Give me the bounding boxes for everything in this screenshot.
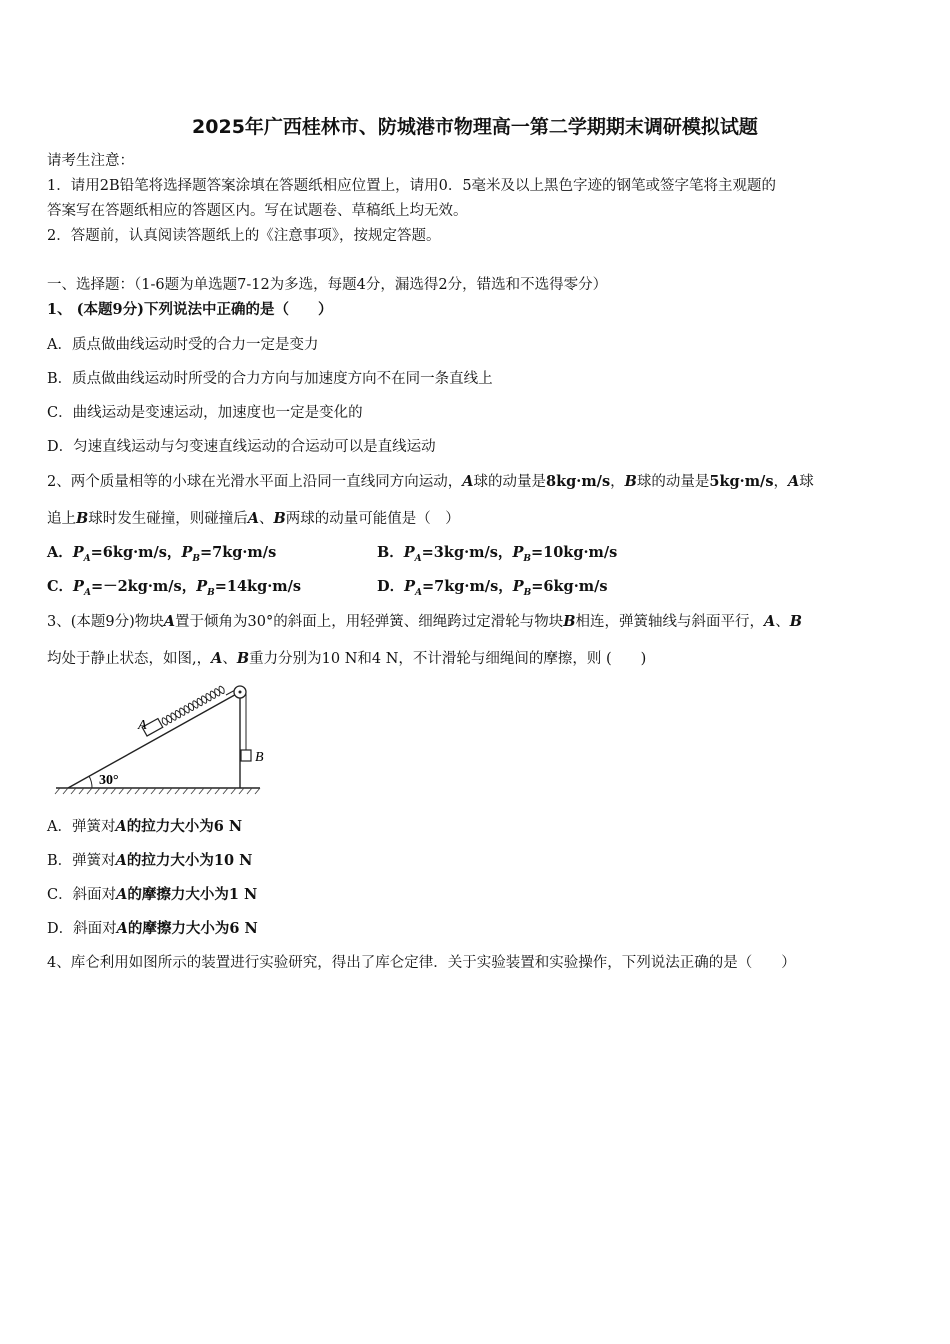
q3-stem-line2: 均处于静止状态，如图,，A、B重力分别为10 N和4 N，不计滑轮与细绳间的摩擦，则 ( ) (47, 650, 647, 667)
angle-label: 30° (99, 773, 119, 788)
block-b-label: B (255, 750, 264, 765)
q2-option-d: D．$P_A=7kg\cdot m/s$，$P_B=6kg\cdot m/s$ (377, 578, 608, 598)
q3-option-c: C．斜面对A的摩擦力大小为1 N (47, 886, 258, 903)
notice-line-2: 答案写在答题纸相应的答题区内。写在试题卷、草稿纸上均无效。 (47, 203, 468, 219)
pulley-axle (239, 691, 242, 694)
incline-surface (68, 692, 240, 788)
q1-option-c: C．曲线运动是变速运动，加速度也一定是变化的 (47, 405, 363, 421)
q2-option-b: B．$P_A=3kg\cdot m/s$，$P_B=10kg\cdot m/s$ (377, 544, 618, 564)
angle-arc (89, 776, 92, 788)
notice-line-1: 1．请用2B铅笔将选择题答案涂填在答题纸相应位置上，请用0．5毫米及以上黑色字迹的钢笔或签字笔将主观题的 (47, 178, 777, 194)
incline-pulley-diagram (52, 682, 282, 800)
q3-option-d: D．斜面对A的摩擦力大小为6 N (47, 920, 258, 937)
block-a-label: A (138, 718, 147, 733)
q3-option-b: B．弹簧对A的拉力大小为10 N (47, 852, 253, 869)
q2-option-c: C．$P_A=-2kg\cdot m/s$，$P_B=14kg\cdot m/s$ (47, 578, 302, 598)
block-b (241, 750, 251, 761)
notice-line-3: 2．答题前，认真阅读答题纸上的《注意事项》，按规定答题。 (47, 228, 441, 244)
page-title: 2025年广西桂林市、防城港市物理高一第二学期期末调研模拟试题 (192, 116, 758, 138)
q1-option-b: B．质点做曲线运动时所受的合力方向与加速度方向不在同一条直线上 (47, 371, 493, 387)
section-heading: 一、选择题：（1-6题为单选题7-12为多选，每题4分，漏选得2分，错选和不选得零分） (47, 277, 608, 293)
q1-stem: 1、 (本题9分)下列说法中正确的是（ ） (47, 301, 333, 318)
q3-stem-line1: 3、(本题9分)物块A置于倾角为30°的斜面上，用轻弹簧、细绳跨过定滑轮与物块B相连，弹簧轴线与斜面平行，A、B (47, 613, 803, 630)
q1-option-d: D．匀速直线运动与匀变速直线运动的合运动可以是直线运动 (47, 439, 436, 455)
q4-stem: 4、库仑利用如图所示的装置进行实验研究，得出了库仑定律．关于实验装置和实验操作，下列说法正确的是（ ） (47, 955, 796, 971)
q2-stem-line2: 追上B球时发生碰撞，则碰撞后A、B两球的动量可能值是（ ） (47, 510, 460, 527)
q2-option-a: A．$P_A=6kg\cdot m/s$，$P_B=7kg\cdot m/s$ (47, 544, 277, 564)
ground-hatching (55, 788, 260, 794)
q1-option-a: A．质点做曲线运动时受的合力一定是变力 (47, 337, 319, 353)
q2-stem-line1: 2、两个质量相等的小球在光滑水平面上沿同一直线同方向运动，A球的动量是8kg·m/s，B球的动量是5kg·m/s，A球 (47, 473, 814, 490)
q3-option-a: A．弹簧对A的拉力大小为6 N (47, 818, 243, 835)
notice-heading: 请考生注意： (47, 153, 134, 169)
